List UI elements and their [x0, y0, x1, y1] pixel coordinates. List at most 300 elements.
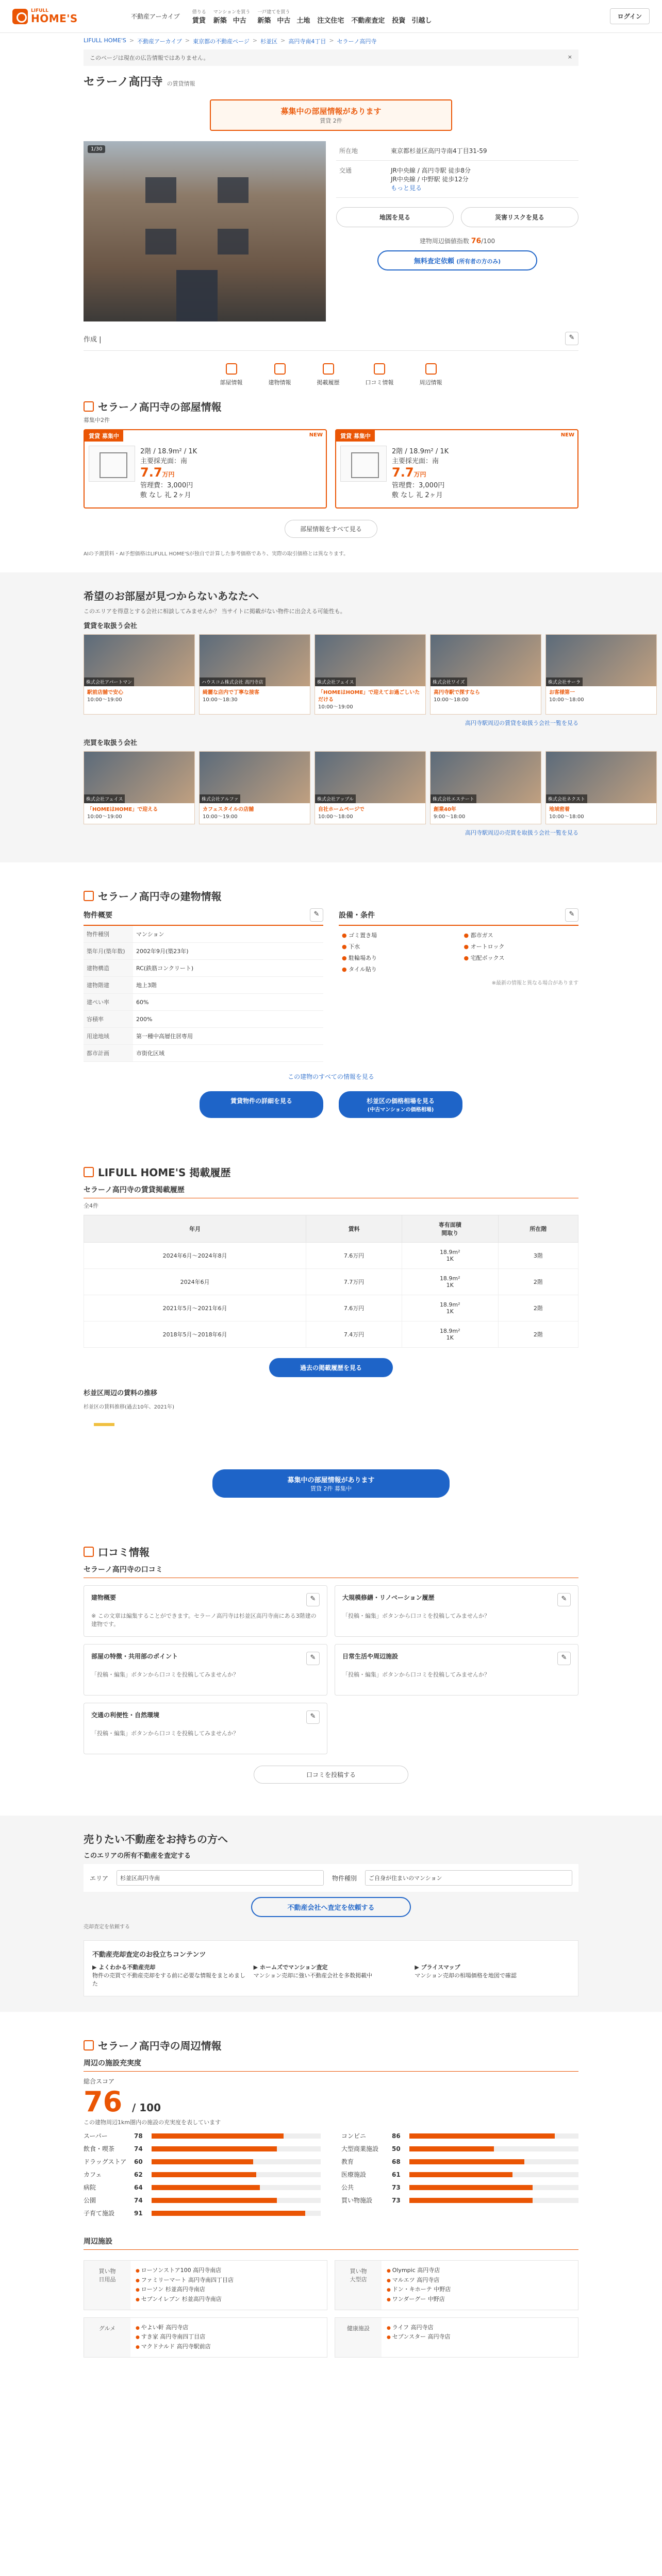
review-title-row — [91, 1710, 320, 1724]
room-body — [336, 442, 577, 503]
agent-name: 株式会社エステート — [431, 794, 476, 803]
facility-bar — [341, 2157, 578, 2166]
vacancy-cta[interactable] — [210, 99, 452, 131]
breadcrumb-item[interactable]: 高円寺南4丁目 — [288, 38, 326, 45]
facility-title: 周辺施設 — [84, 2233, 578, 2250]
building-section — [0, 862, 662, 1149]
room-fee: 管理費：3,000円 — [392, 482, 445, 489]
overview-value: マンション — [133, 926, 323, 943]
history-cell: 7.6万円 — [306, 1295, 402, 1321]
agent-hours: 10:00～18:00 — [434, 697, 469, 703]
vacancy-cta-title: 募集中の部屋情報があります — [280, 107, 382, 116]
agent-name: 株式会社アパートマン — [84, 677, 134, 686]
edit-icon[interactable]: ✎ — [565, 332, 578, 345]
shortcut-label: 掲載履歴 — [317, 379, 340, 386]
review-box — [84, 1585, 327, 1637]
entrance — [176, 270, 218, 321]
review-title: 大規模修繕・リノベーション履歴 — [342, 1594, 435, 1601]
facility-item[interactable]: ● マクドナルド 高円寺駅前店 — [136, 2342, 211, 2352]
bar-name: コンビニ — [341, 2132, 367, 2140]
archive-label: 不動産アーカイブ — [131, 13, 180, 20]
bar-name: 子育て施設 — [84, 2210, 115, 2217]
type-label: 物件種別 — [332, 1874, 357, 1882]
breadcrumb-item: セラーノ高円寺 — [337, 38, 377, 45]
bar-track — [409, 2172, 578, 2177]
floorplan-image — [340, 446, 387, 482]
agent-slogan: 綺麗な店内で丁寧な接客 — [203, 690, 259, 696]
window — [145, 229, 176, 255]
review-title-row — [342, 1652, 571, 1665]
bar-track — [152, 2211, 321, 2216]
area-score: 76 / 100 — [84, 2086, 161, 2118]
room-list — [84, 429, 578, 509]
nav-item[interactable]: 中古 — [233, 16, 246, 25]
breadcrumb-sep: > — [329, 37, 334, 44]
facility-bar — [341, 2144, 578, 2153]
tip-item[interactable] — [415, 1963, 570, 1988]
facility-item[interactable]: ● マルエツ 高円寺店 — [387, 2276, 451, 2285]
map-button[interactable]: 地図を見る — [336, 207, 454, 227]
equipment-item: ● オートロック — [464, 942, 576, 951]
floorplan-image — [89, 446, 135, 482]
close-icon[interactable]: × — [567, 54, 572, 60]
bar-value: 60 — [134, 2158, 143, 2165]
sale-agents-carousel — [84, 751, 585, 824]
building-more-link[interactable]: この建物のすべての情報を見る — [288, 1073, 374, 1080]
area-select[interactable]: 杉並区高円寺南 — [117, 1870, 324, 1886]
facility-list — [130, 2318, 216, 2357]
tip-desc: マンション売却の相場価格を地図で確認 — [415, 1972, 517, 1979]
review-grid — [84, 1585, 578, 1754]
facility-item[interactable]: ● すき家 高円寺南四丁目店 — [136, 2332, 211, 2342]
sell-appraisal-button[interactable]: 不動産会社へ査定を依頼する — [251, 1897, 411, 1917]
logo-big: HOME'S — [31, 12, 78, 25]
shortcut-label: 部屋情報 — [220, 379, 243, 386]
trend-title: 杉並区周辺の賃料の推移 — [84, 1389, 158, 1397]
agent-card[interactable] — [315, 634, 426, 715]
facility-item[interactable]: ● やよい軒 高円寺店 — [136, 2323, 211, 2333]
agent-text — [546, 686, 656, 707]
overview-row — [84, 960, 323, 977]
breadcrumb — [84, 33, 578, 49]
overview-row — [84, 994, 323, 1011]
reviews-sub: セラーノ高円寺の口コミ — [84, 1561, 578, 1578]
area-heading: セラーノ高円寺の周辺情報 — [84, 2038, 578, 2053]
shortcut-icon — [374, 363, 385, 375]
review-title: 部屋の特徴・共用部のポイント — [91, 1653, 178, 1660]
bar-name: 病院 — [84, 2184, 96, 2191]
overview-key: 物件種別 — [84, 926, 133, 943]
info-value: JR中央線 / 高円寺駅 徒歩8分 JR中央線 / 中野駅 徒歩12分 もっと見る — [388, 161, 578, 198]
sale-agents-title: 売買を取扱う会社 — [84, 739, 138, 747]
bar-value: 64 — [134, 2183, 143, 2191]
facility-bar — [341, 2131, 578, 2140]
facility-bar — [84, 2170, 321, 2179]
history-cell: 18.9m² 1K — [402, 1269, 498, 1295]
facility-list — [382, 2318, 455, 2357]
nav-item[interactable]: 土地 — [296, 16, 310, 25]
review-title: 建物概要 — [91, 1594, 117, 1601]
nav-group — [213, 8, 251, 25]
agent-hours: 10:00～19:00 — [87, 814, 122, 820]
agent-hours: 10:00～19:00 — [318, 704, 353, 710]
agent-text — [200, 686, 310, 707]
tip-item[interactable] — [92, 1963, 247, 1988]
bar-value: 61 — [392, 2171, 401, 2178]
nav-group — [192, 8, 206, 25]
price-unit: 万円 — [162, 471, 175, 478]
type-select[interactable]: ご自身が住まいのマンション — [365, 1870, 572, 1886]
overview-row — [84, 977, 323, 994]
agent-slogan: 創業40年 — [434, 807, 456, 812]
agent-name: 株式会社サーラ — [546, 677, 583, 686]
bar-value: 74 — [134, 2145, 143, 2153]
edit-icon[interactable]: ✎ — [306, 1710, 320, 1724]
agent-card[interactable] — [545, 634, 657, 715]
edit-icon[interactable]: ✎ — [306, 1593, 320, 1606]
overview-key: 容積率 — [84, 1011, 133, 1028]
tip-title: ▶ ホームズでマンション査定 — [253, 1964, 328, 1971]
bar-value: 73 — [392, 2183, 401, 2191]
agent-card[interactable] — [315, 751, 426, 824]
facility-box — [335, 2317, 578, 2358]
nav-group — [351, 15, 385, 25]
equipment-item: ● 駐輪場あり — [342, 954, 454, 962]
nav-row — [192, 15, 206, 25]
shortcut-icon — [274, 363, 286, 375]
nav-row — [317, 15, 344, 25]
breadcrumb-item[interactable]: 杉並区 — [260, 38, 278, 45]
agent-photo — [200, 635, 310, 686]
sell-heading: 売りたい不動産をお持ちの方へ — [84, 1833, 228, 1845]
agent-name: 株式会社アップル — [315, 794, 356, 803]
room-price: 7.7万円 — [140, 465, 175, 480]
agent-text — [431, 803, 541, 824]
agent-name: ハウスコム株式会社 高円寺店 — [200, 677, 266, 686]
overview-row — [84, 926, 323, 943]
room-card[interactable] — [335, 429, 578, 509]
room-tag: 賃貸 募集中 — [336, 430, 375, 442]
bar-value: 50 — [392, 2145, 401, 2153]
building-info — [336, 141, 578, 321]
history-cell: 2024年6月 — [84, 1269, 306, 1295]
tip-item[interactable] — [254, 1963, 409, 1988]
shortcut-icon — [323, 363, 334, 375]
review-text: 「投稿・編集」ボタンから口コミを投稿してみませんか？ — [342, 1613, 490, 1619]
sale-agents-link[interactable]: 高円寺駅周辺の売買を取扱う会社一覧を見る — [465, 829, 578, 836]
agent-hours: 10:00～19:00 — [87, 697, 122, 703]
agent-text — [200, 803, 310, 824]
room-direction: 主要採光面：南 — [392, 457, 439, 465]
overview-value: 地上3階 — [133, 977, 323, 994]
nav-group — [317, 15, 344, 25]
facility-item[interactable]: ● ライフ 高円寺店 — [387, 2323, 450, 2333]
review-icon — [84, 1547, 94, 1557]
facility-grid — [84, 2260, 578, 2358]
risk-button[interactable]: 災害リスクを見る — [461, 207, 578, 227]
review-text: 「投稿・編集」ボタンから口コミを投稿してみませんか？ — [342, 1671, 490, 1678]
nav-item[interactable]: 引越し — [411, 16, 432, 25]
info-more-link[interactable]: もっと見る — [391, 184, 422, 192]
nav-row — [392, 15, 432, 25]
agent-text — [431, 686, 541, 707]
room-tag: 賃貸 募集中 — [85, 430, 123, 442]
review-title-row — [91, 1593, 320, 1606]
nav-item[interactable]: 中古 — [277, 16, 291, 25]
photo-counter: 1/30 — [88, 145, 105, 153]
overview-key: 都市計画 — [84, 1045, 133, 1062]
building-icon — [84, 401, 94, 412]
bar-name: 買い物施設 — [341, 2197, 373, 2204]
shortcut-icon — [226, 363, 237, 375]
review-text: 「投稿・編集」ボタンから口コミを投稿してみませんか？ — [91, 1730, 239, 1737]
breadcrumb-sep: > — [252, 37, 258, 44]
agent-name: 株式会社ワイズ — [431, 677, 467, 686]
room-price: 7.7万円 — [392, 465, 426, 480]
facility-box — [84, 2317, 327, 2358]
bar-name: 医療施設 — [341, 2171, 367, 2178]
rent-agents-link[interactable]: 高円寺駅周辺の賃貸を取扱う会社一覧を見る — [465, 720, 578, 726]
history-col: 賃料 — [306, 1215, 402, 1243]
breadcrumb-item[interactable]: LIFULL HOME'S — [84, 37, 126, 44]
room-direction: 主要採光面：南 — [140, 457, 188, 465]
bar-track — [152, 2159, 321, 2164]
bar-track — [152, 2133, 321, 2139]
page-title — [84, 73, 578, 89]
overview-value: 200% — [133, 1011, 323, 1028]
room-text — [140, 446, 197, 499]
edit-icon[interactable]: ✎ — [557, 1593, 571, 1606]
shortcut-item[interactable] — [269, 363, 291, 386]
agent-hours: 10:00～19:00 — [203, 814, 238, 820]
bar-name: カフェ — [84, 2171, 102, 2178]
agent-text — [84, 803, 194, 824]
building-name: セラーノ高円寺 — [84, 76, 163, 89]
facility-item[interactable]: ● セブンイレブン 杉並高円寺南店 — [136, 2295, 234, 2304]
bar-track — [152, 2185, 321, 2190]
agent-photo — [84, 752, 194, 803]
facility-item[interactable]: ● ワンダーグー 中野店 — [387, 2295, 451, 2304]
overview-key: 建ぺい率 — [84, 994, 133, 1011]
agents-heading: 希望のお部屋が見つからないあなたへ — [84, 590, 259, 602]
review-box — [84, 1644, 327, 1696]
section-shortcuts — [84, 363, 578, 386]
vacancy-cta-sub: 賃貸 2件 — [320, 117, 342, 124]
facility-item[interactable]: ● ローソンストア100 高円寺南店 — [136, 2266, 234, 2276]
history-vacancy-cta[interactable]: 募集中の部屋情報があります 賃貸 2件 募集中 — [212, 1469, 450, 1498]
history-header-row — [84, 1215, 578, 1243]
overview-row — [84, 1011, 323, 1028]
site-logo[interactable] — [12, 9, 131, 24]
facility-item[interactable]: ● Olympic 高円寺店 — [387, 2266, 451, 2276]
info-key: 所在地 — [336, 141, 388, 161]
edit-icon[interactable]: ✎ — [306, 1652, 320, 1665]
bar-fill — [152, 2198, 277, 2203]
reviews-section — [0, 1518, 662, 1816]
agent-slogan: 「HOMEはHOME」で迎える — [87, 807, 158, 812]
login-button[interactable]: ログイン — [610, 8, 650, 24]
history-more-button[interactable]: 過去の掲載履歴を見る — [269, 1358, 393, 1377]
history-count: 全4件 — [84, 1202, 98, 1209]
agent-card[interactable] — [199, 751, 310, 824]
overview-table — [84, 926, 323, 1062]
bar-track — [152, 2172, 321, 2177]
edit-icon[interactable]: ✎ — [310, 908, 323, 922]
value-index: 建物周辺価値指数 76/100 — [419, 237, 495, 245]
new-badge: NEW — [560, 432, 574, 438]
agent-card[interactable] — [199, 634, 310, 715]
agent-text — [315, 803, 425, 824]
agent-hours: 10:00～18:00 — [549, 697, 584, 703]
sell-sub: このエリアの所有不動産を査定する — [84, 1852, 191, 1860]
appraisal-button[interactable]: 無料査定依頼 (所有者の方のみ) — [377, 250, 537, 270]
agent-card[interactable] — [430, 751, 541, 824]
nav-row — [213, 15, 246, 25]
facility-bar — [84, 2196, 321, 2205]
facility-bar — [341, 2183, 578, 2192]
bar-fill — [409, 2198, 533, 2203]
agent-card[interactable] — [430, 634, 541, 715]
room-text — [392, 446, 449, 499]
window — [145, 177, 176, 203]
price-market-button[interactable]: 杉並区の価格相場を見る (中古マンションの価格相場) — [339, 1091, 462, 1118]
shortcut-item[interactable] — [366, 363, 394, 386]
window — [218, 177, 249, 203]
edit-icon[interactable]: ✎ — [565, 908, 578, 922]
agent-photo — [431, 752, 541, 803]
review-title-row — [91, 1652, 320, 1665]
equipment-header: 設備・条件 ✎ — [339, 905, 578, 926]
facility-item[interactable]: ● ローソン 杉並高円寺南店 — [136, 2285, 234, 2295]
building-heading: セラーノ高円寺の建物情報 — [84, 888, 578, 903]
overview-key: 建物階建 — [84, 977, 133, 994]
shortcut-item[interactable] — [220, 363, 243, 386]
nav-row — [257, 15, 310, 25]
history-cell: 2024年6月～2024年8月 — [84, 1243, 306, 1269]
overview-value: 2002年9月(築23年) — [133, 943, 323, 960]
facility-item[interactable]: ● ファミリーマート 高円寺南四丁目店 — [136, 2276, 234, 2285]
equipment-item: ● ゴミ置き場 — [342, 931, 454, 939]
room-body — [85, 442, 326, 503]
sell-tips — [84, 1940, 578, 1996]
trend-chart — [84, 1402, 578, 1464]
bar-track — [409, 2185, 578, 2190]
overview-value: 市街化区域 — [133, 1045, 323, 1062]
bar-fill — [409, 2159, 524, 2164]
bar-track — [152, 2198, 321, 2203]
logo-small: LIFULL — [31, 8, 49, 13]
bar-fill — [409, 2146, 494, 2151]
agent-slogan: 地域密着 — [549, 807, 570, 812]
history-table — [84, 1215, 578, 1348]
agent-photo — [200, 752, 310, 803]
nav-item[interactable]: 賃貸 — [192, 16, 206, 25]
tips-title: 不動産売却査定のお役立ちコンテンツ — [92, 1951, 206, 1959]
area-sub: 周辺の施設充実度 — [84, 2055, 578, 2072]
bar-fill — [152, 2211, 305, 2216]
history-cell: 18.9m² 1K — [402, 1243, 498, 1269]
bar-value: 73 — [392, 2196, 401, 2204]
agent-card[interactable] — [545, 751, 657, 824]
rooms-note: AIの予測賃料・AI予想価格はLIFULL HOME'Sが独自で計算した参考価格であり、実際の取引価格とは異なります。 — [84, 551, 349, 557]
bar-value: 74 — [134, 2196, 143, 2204]
breadcrumb-item[interactable]: 東京都の不動産ページ — [193, 38, 250, 45]
site-header — [0, 0, 662, 33]
bar-name: 大型商業施設 — [341, 2145, 379, 2153]
room-card[interactable] — [84, 429, 327, 509]
overview-key: 建物構造 — [84, 960, 133, 977]
nav-item[interactable]: 注文住宅 — [317, 16, 344, 25]
agent-photo — [84, 635, 194, 686]
memo-label: 作成 | — [84, 335, 102, 344]
agents-sub: このエリアを得意とする会社に相談してみませんか？ 当サイトに掲載がない物件に出会える可能性も。 — [84, 608, 346, 615]
nav-item[interactable]: 不動産査定 — [351, 16, 385, 25]
history-cell: 2021年5月～2021年6月 — [84, 1295, 306, 1321]
bar-fill — [152, 2159, 253, 2164]
overview-key: 用途地域 — [84, 1028, 133, 1045]
info-key: 交通 — [336, 161, 388, 198]
edit-icon[interactable]: ✎ — [557, 1652, 571, 1665]
building-icon — [84, 891, 94, 901]
facility-category: グルメ — [84, 2318, 130, 2357]
agent-photo — [546, 635, 656, 686]
review-box — [84, 1703, 327, 1754]
building-photo[interactable] — [84, 141, 326, 321]
rooms-more-button[interactable]: 部屋情報をすべて見る — [285, 520, 377, 538]
nav-item[interactable]: 新築 — [257, 16, 271, 25]
overview-row — [84, 1028, 323, 1045]
equipment-list — [339, 926, 578, 978]
agent-card[interactable] — [84, 751, 195, 824]
overview-value: 第一種中高層住居専用 — [133, 1028, 323, 1045]
facility-item[interactable]: ● セブンスター 高円寺店 — [387, 2332, 450, 2342]
facility-category: 健康施設 — [335, 2318, 382, 2357]
review-text: 「投稿・編集」ボタンから口コミを投稿してみませんか？ — [91, 1671, 239, 1678]
nav-item[interactable]: 新築 — [213, 16, 227, 25]
agent-card[interactable] — [84, 634, 195, 715]
shortcut-item[interactable] — [317, 363, 340, 386]
new-badge: NEW — [309, 432, 323, 438]
nav-caption: 一戸建てを買う — [257, 9, 290, 15]
overview-key: 築年月(築年数) — [84, 943, 133, 960]
rent-detail-button[interactable]: 賃貸物件の詳細を見る — [200, 1091, 323, 1118]
score-label: 総合スコア — [84, 2078, 115, 2085]
facility-category: 買い物 日用品 — [84, 2261, 130, 2310]
info-table — [336, 141, 578, 198]
breadcrumb-item[interactable]: 不動産アーカイブ — [137, 38, 182, 45]
rent-agents-carousel — [84, 634, 584, 715]
history-heading: LIFULL HOME'S 掲載履歴 — [84, 1164, 578, 1179]
overview-row — [84, 1045, 323, 1062]
main-nav — [192, 8, 610, 25]
post-review-button[interactable]: 口コミを投稿する — [254, 1766, 408, 1784]
rent-agents-title: 賃貸を取扱う会社 — [84, 622, 138, 630]
bar-value: 86 — [392, 2132, 401, 2140]
breadcrumb-sep: > — [280, 37, 286, 44]
sell-form — [84, 1864, 578, 1892]
memo-row — [84, 321, 578, 351]
facility-item[interactable]: ● ドン・キホーテ 中野店 — [387, 2285, 451, 2295]
facility-bar — [84, 2183, 321, 2192]
shortcut-item[interactable] — [420, 363, 442, 386]
history-cell: 18.9m² 1K — [402, 1295, 498, 1321]
agent-hours: 10:00～18:00 — [318, 814, 353, 820]
facility-category: 買い物 大型店 — [335, 2261, 382, 2310]
nav-item[interactable]: 投資 — [392, 16, 406, 25]
trend-label: 杉並区の賃料推移(過去10年、2021年) — [84, 1404, 174, 1410]
equipment-item: ● タイル貼り — [342, 965, 454, 973]
bar-name: 飲食・喫茶 — [84, 2145, 115, 2153]
